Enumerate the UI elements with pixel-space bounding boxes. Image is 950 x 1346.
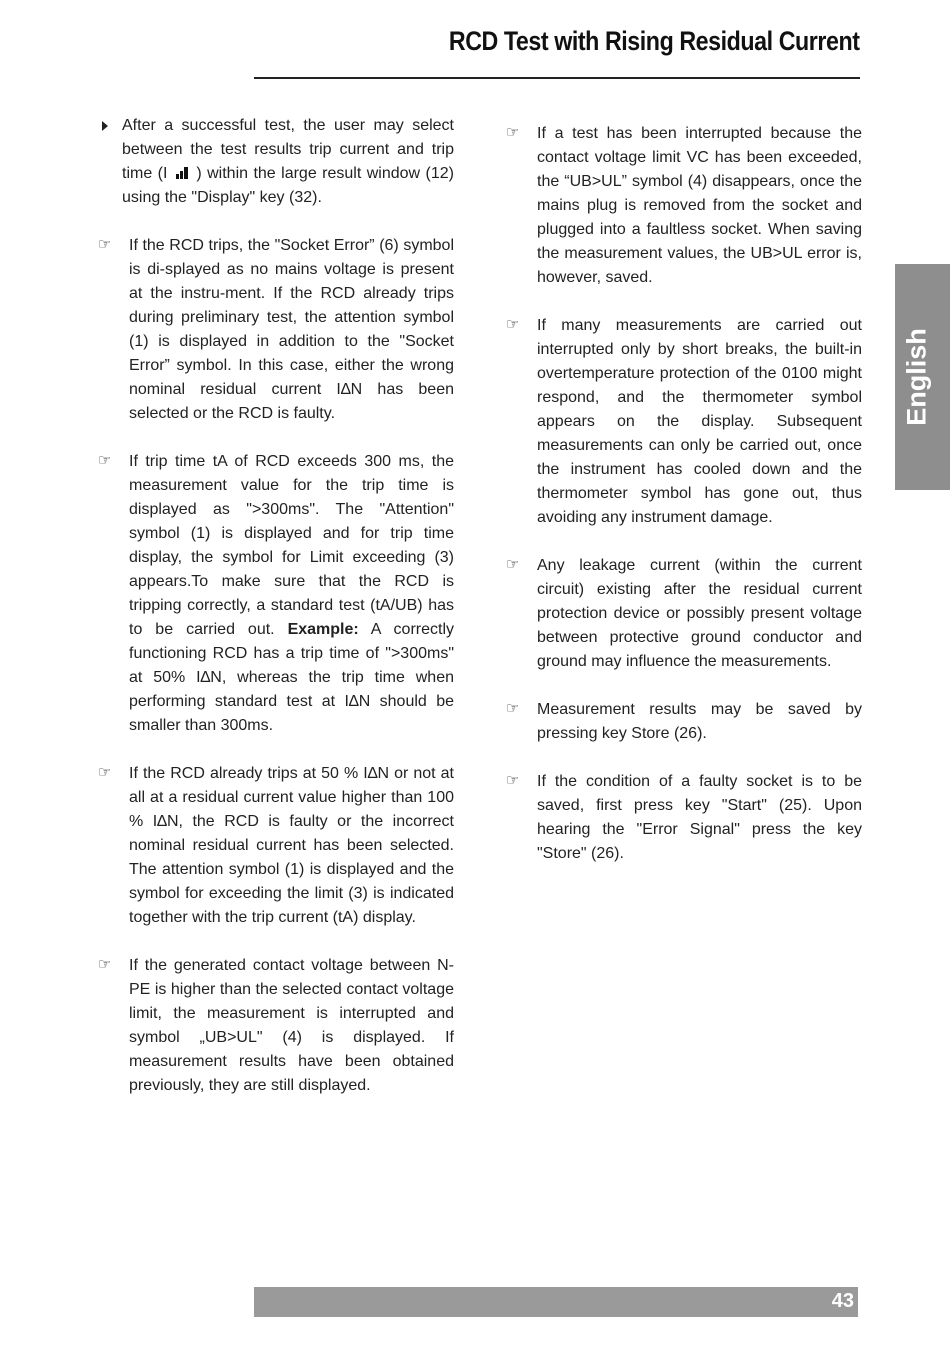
list-item bbox=[98, 234, 454, 426]
pointing-hand-icon: ☞ bbox=[506, 316, 520, 333]
item-text-before: If trip time tA of RCD exceeds 300 ms, the measurement value for the trip time is displayed as ">300ms". The "Attention" symbol (1) is displayed and for trip time display, the symbol for Limit exceeding (3) appears.To make sure that the RCD is tripping correctly, a standard test (tA/UB) has to be carried out. bbox=[129, 453, 454, 638]
item-text: If the generated contact voltage between N-PE is higher than the selected contact voltage limit, the measurement is interrupted and symbol „UB>UL" (4) is displayed. If measurement results have been obtained previously, they are still displayed. bbox=[129, 957, 454, 1094]
footer-bar bbox=[254, 1287, 858, 1317]
list-item bbox=[98, 954, 454, 1098]
pointing-hand-icon: ☞ bbox=[98, 956, 112, 973]
pointing-hand-icon: ☞ bbox=[506, 556, 520, 573]
page-title: RCD Test with Rising Residual Current bbox=[449, 26, 860, 56]
pointing-hand-icon: ☞ bbox=[506, 772, 520, 789]
item-text: If the RCD trips, the "Socket Error” (6) symbol is di-splayed as no mains voltage is present at the instru-ment. If the RCD already trips during preliminary test, the attention symbol (1) is displayed in addition to the "Socket Error” symbol. In this case, either the wrong nominal residual current I∆N has been selected or the RCD is faulty. bbox=[129, 237, 454, 422]
language-tab bbox=[895, 264, 950, 490]
right-column bbox=[506, 122, 862, 890]
pointing-hand-icon: ☞ bbox=[98, 764, 112, 781]
example-label: Example: bbox=[287, 621, 359, 638]
list-item bbox=[506, 554, 862, 674]
item-text: If a test has been interrupted because the contact voltage limit VC has been exceeded, the “UB>UL” symbol (4) disappears, once the mains plug is removed from the socket and plugged into a faultless socket. When saving the measurement values, the UB>UL error is, however, saved. bbox=[537, 125, 862, 286]
item-text: If the condition of a faulty socket is to be saved, first press key "Start" (25). Upon hearing the "Error Signal" press the key "Store" (26). bbox=[537, 773, 862, 862]
item-text-after: A correctly functioning RCD has a trip time of ">300ms" at 50% I∆N, whereas the trip time when performing standard test at I∆N should be smaller than 300ms. bbox=[129, 621, 454, 734]
item-text: Measurement results may be saved by pressing key Store (26). bbox=[537, 701, 862, 742]
item-text: Any leakage current (within the current circuit) existing after the residual current protection device or possibly present voltage between protective ground conductor and ground may influence the measurements. bbox=[537, 557, 862, 670]
signal-bars-icon bbox=[175, 165, 189, 179]
page-number: 43 bbox=[831, 1290, 854, 1312]
list-item bbox=[98, 450, 454, 738]
item-text: If the RCD already trips at 50 % I∆N or not at all at a residual current value higher than 100 % I∆N, the RCD is faulty or the incorrect nominal residual current has been selected. The attention symbol (1) is displayed and the symbol for exceeding the limit (3) is indicated together with the trip current (tA) display. bbox=[129, 765, 454, 926]
item-text-before: After a successful test, the user may select between the test results trip current and trip time (I bbox=[122, 117, 454, 182]
list-item bbox=[506, 698, 862, 746]
list-item bbox=[506, 770, 862, 866]
language-label: English bbox=[901, 328, 932, 426]
list-item bbox=[506, 122, 862, 290]
item-text-after: ) within the large result window (12) using the "Display" key (32). bbox=[122, 165, 454, 206]
pointing-hand-icon: ☞ bbox=[506, 700, 520, 717]
pointing-hand-icon: ☞ bbox=[98, 236, 112, 253]
list-item bbox=[506, 314, 862, 530]
pointing-hand-icon: ☞ bbox=[506, 124, 520, 141]
list-item bbox=[98, 114, 454, 210]
triangle-arrow-icon bbox=[102, 121, 108, 131]
item-text: If many measurements are carried out interrupted only by short breaks, the built-in overtemperature protection of the 0100 might respond, and the thermometer symbol appears on the display. Subsequent measurements can only be carried out, once the instrument has cooled down and the thermometer symbol has gone out, thus avoiding any instrument damage. bbox=[537, 317, 862, 526]
title-rule bbox=[254, 77, 860, 79]
pointing-hand-icon: ☞ bbox=[98, 452, 112, 469]
list-item bbox=[98, 762, 454, 930]
left-column bbox=[98, 114, 454, 1122]
